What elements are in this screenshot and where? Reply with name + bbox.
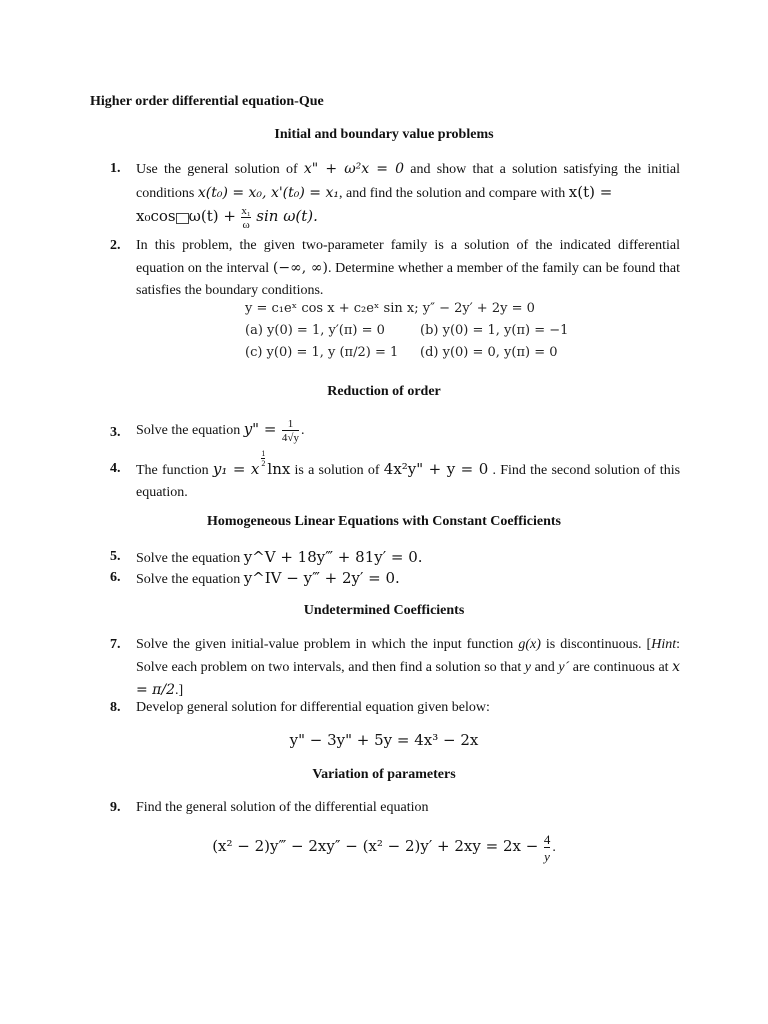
equation: lnx (267, 460, 291, 478)
problem-number: 6. (110, 570, 121, 585)
equation: y^IV − y‴ + 2y′ = 0. (243, 569, 400, 587)
fraction-numerator: 4 (543, 832, 551, 847)
problem-text: and show that a solution satisfying the initial conditions (136, 162, 680, 201)
problem-8 (110, 697, 680, 719)
problem-number: 3. (110, 425, 121, 440)
problem-text: . Determine whether a member of the family can be found that satisfies the boundary conditions. (136, 261, 680, 298)
problem-text: is discontinuous. [ (545, 637, 652, 652)
section-heading-undetermined: Undetermined Coefficients (303, 603, 465, 618)
condition-a: (a) y(0) = 1, y′(π) = 0 (245, 323, 385, 338)
interval: (−∞, ∞) (272, 260, 328, 276)
equation: y^V + 18y‴ + 81y′ = 0. (243, 548, 423, 566)
inline-math: y (524, 660, 531, 675)
fraction-denominator: 4√y (281, 432, 299, 444)
problem-number: 1. (110, 161, 121, 176)
fraction-numerator: 1 (261, 449, 266, 458)
fraction-numerator: x₁ (241, 205, 251, 217)
fraction-denominator: 2 (261, 459, 266, 468)
inline-math: y´ (558, 660, 570, 675)
punctuation: . (552, 840, 556, 856)
problem-text: are continuous at (572, 660, 669, 675)
problem-2 (110, 235, 680, 302)
problem-4 (110, 449, 681, 504)
problem-text: : Solve each problem on two intervals, and then find a solution so that (136, 637, 681, 675)
equation: y" = (243, 420, 277, 439)
problem-6 (110, 567, 680, 591)
problem-text: Solve the equation (136, 572, 241, 587)
problem-7 (110, 634, 680, 702)
fraction-denominator: y (544, 849, 550, 864)
condition-c: (c) y(0) = 1, y (π/2) = 1 (245, 345, 399, 360)
solution-family: y = c₁eˣ cos x + c₂eˣ sin x; y″ − 2y′ + 2y = 0 (245, 301, 535, 316)
condition-b: (b) y(0) = 1, y(π) = −1 (420, 323, 569, 338)
problem-text: Solve the equation (136, 551, 241, 566)
equation: x₀cos (136, 207, 176, 226)
problem-number: 5. (110, 549, 121, 564)
section-heading-homogeneous: Homogeneous Linear Equations with Constant Coefficients (206, 514, 562, 529)
problem-number: 2. (110, 238, 121, 253)
equation: x = π/2 (136, 659, 681, 698)
fraction-denominator: ω (242, 219, 250, 231)
condition-d: (d) y(0) = 0, y(π) = 0 (420, 345, 558, 360)
problem-text: . Find the second solution of this equation. (136, 463, 681, 500)
problem-text: Solve the given initial-value problem in which the input function (136, 637, 514, 652)
equation-p9 (0, 832, 768, 864)
fraction (544, 832, 551, 864)
problem-text: and (534, 660, 555, 675)
section-heading-ivp: Initial and boundary value problems (274, 127, 494, 142)
punctuation: . (300, 423, 305, 439)
document-title: Higher order differential equation-Que (90, 94, 324, 109)
equation: y" − 3y" + 5y = 4x³ − 2x (289, 731, 479, 749)
problem-text: Find the general solution of the differential equation (136, 800, 429, 815)
equation: sin ω(t). (256, 207, 318, 226)
problem-text: , and find the solution and compare with (339, 186, 566, 201)
exponent-fraction (261, 450, 265, 468)
problem-text: The function (136, 463, 209, 478)
problem-text: .] (175, 683, 184, 698)
problem-9 (110, 797, 680, 819)
problem-text: In this problem, the given two-parameter family is a solution of the indicated differential equation on the interval (136, 238, 680, 276)
section-heading-variation: Variation of parameters (312, 767, 456, 782)
fraction-numerator: 1 (287, 418, 294, 430)
missing-glyph-icon (176, 213, 189, 224)
inline-math: g(x) (518, 637, 541, 652)
problem-number: 9. (110, 800, 121, 815)
boundary-conditions (245, 298, 569, 364)
equation: (x² − 2)y‴ − 2xy″ − (x² − 2)y′ + 2xy = 2x − (212, 837, 539, 856)
equation-p8 (0, 731, 768, 750)
problem-number: 7. (110, 637, 121, 652)
problem-text: Develop general solution for differential equation given below: (136, 700, 490, 715)
fraction (241, 205, 250, 231)
section-heading-reduction: Reduction of order (327, 384, 441, 399)
problem-1 (110, 158, 680, 231)
problem-text: Solve the equation (136, 423, 241, 439)
problem-number: 8. (110, 700, 121, 715)
problem-text: is a solution of (294, 463, 380, 478)
hint-label: Hint (651, 637, 677, 652)
equation: 4x²y" + y = 0 (383, 460, 489, 478)
problem-number: 4. (110, 461, 121, 476)
problem-text: Use the general solution of (136, 162, 298, 177)
equation: ω(t) + (188, 207, 236, 226)
equation: x(t) = (568, 183, 613, 201)
problem-3 (110, 418, 680, 444)
fraction (282, 418, 299, 444)
equation: x(t₀) = x₀, x'(t₀) = x₁ (197, 185, 339, 201)
equation: y₁ = x (212, 460, 260, 478)
equation: x" + ω²x = 0 (303, 161, 405, 177)
